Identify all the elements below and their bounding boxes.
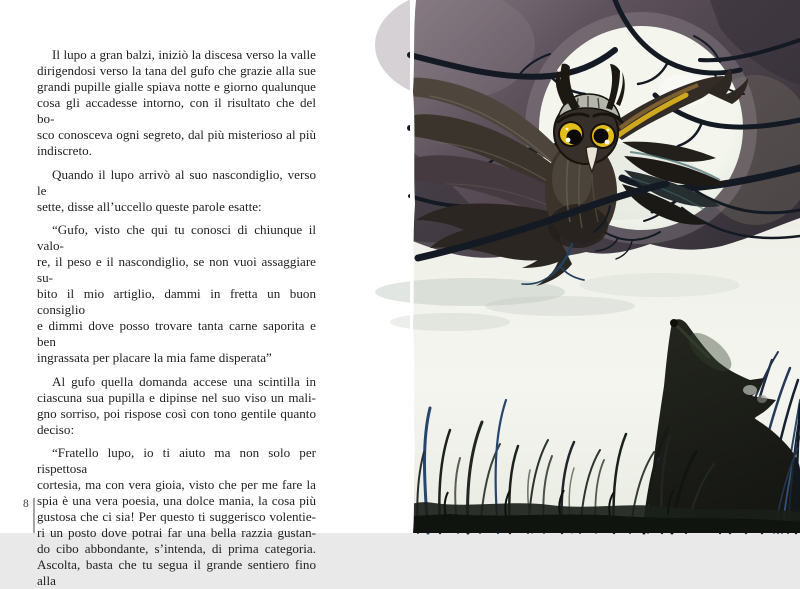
- text-line: ri un posto dove potrai far una bella razzia gustan-: [37, 525, 316, 540]
- text-line: cortesia, ma con vera gioia, visto che per me fare la: [37, 477, 316, 492]
- story-paragraph-1: [37, 47, 316, 159]
- text-line: Al gufo quella domanda accese una scintilla in: [52, 373, 316, 389]
- text-line: ciascuna sua pupilla e dipinse nel suo viso un mali-: [37, 389, 316, 405]
- illustration-page: [410, 0, 800, 533]
- text-line: “Fratello lupo, io ti aiuto ma non solo per rispettosa: [37, 445, 316, 476]
- text-line: sette, disse all’uccello queste parole esatte:: [37, 198, 262, 214]
- page-number: 8: [23, 498, 29, 510]
- text-line: Ascolta, basta che tu segua il grande sentiero fino alla: [37, 557, 316, 588]
- text-line: dirigendosi verso la tana del gufo che grazie alla sue: [37, 63, 316, 78]
- story-paragraph-2: [37, 167, 316, 215]
- text-line: ingrassata per placare la mia fame disperata”: [37, 350, 272, 365]
- text-line: sco conosceva ogni segreto, dal più misterioso al più: [37, 127, 316, 142]
- text-line: indiscreto.: [37, 143, 92, 158]
- story-paragraph-3: [37, 222, 316, 366]
- owl-right-eye: [590, 123, 616, 149]
- text-line: Quando il lupo arrivò al suo nascondiglio, verso le: [37, 166, 316, 198]
- text-line: e dimmi dove posso trovare tanta carne saporita e ben: [37, 318, 316, 349]
- text-line: gustosa che ci sia! Per questo ti suggerisco volentie-: [37, 509, 316, 524]
- text-line: Il lupo a gran balzi, iniziò la discesa verso la valle: [52, 47, 316, 62]
- night-owl-illustration: [410, 0, 800, 533]
- text-line: “Gufo, visto che qui tu conosci di chiunque il valo-: [37, 222, 316, 253]
- wolf-nose: [670, 319, 678, 327]
- story-paragraph-4: [37, 374, 316, 438]
- text-line: do cibo abbondante, s’intenda, di prima categoria.: [37, 541, 316, 556]
- text-line: cosa gli accadesse intorno, con il risultato che del bo-: [37, 95, 316, 126]
- owl-left-eye: [558, 121, 584, 147]
- text-line: gno sorriso, poi rispose così con tono gentile quanto: [37, 405, 316, 421]
- story-text: [37, 47, 316, 589]
- story-paragraph-5: [37, 445, 316, 589]
- page-number-rule: [33, 498, 35, 533]
- text-line: grandi pupille gialle spiava notte e giorno qualunque: [37, 79, 316, 94]
- text-line: spia è una vera poesia, una dolce mania, la cosa più: [37, 493, 316, 508]
- text-line: re, il peso e il nascondiglio, se non vuoi assaggiare su-: [37, 254, 316, 285]
- text-line: bito il mio artiglio, dammi in fretta un buon consiglio: [37, 286, 316, 317]
- text-line: deciso:: [37, 421, 75, 437]
